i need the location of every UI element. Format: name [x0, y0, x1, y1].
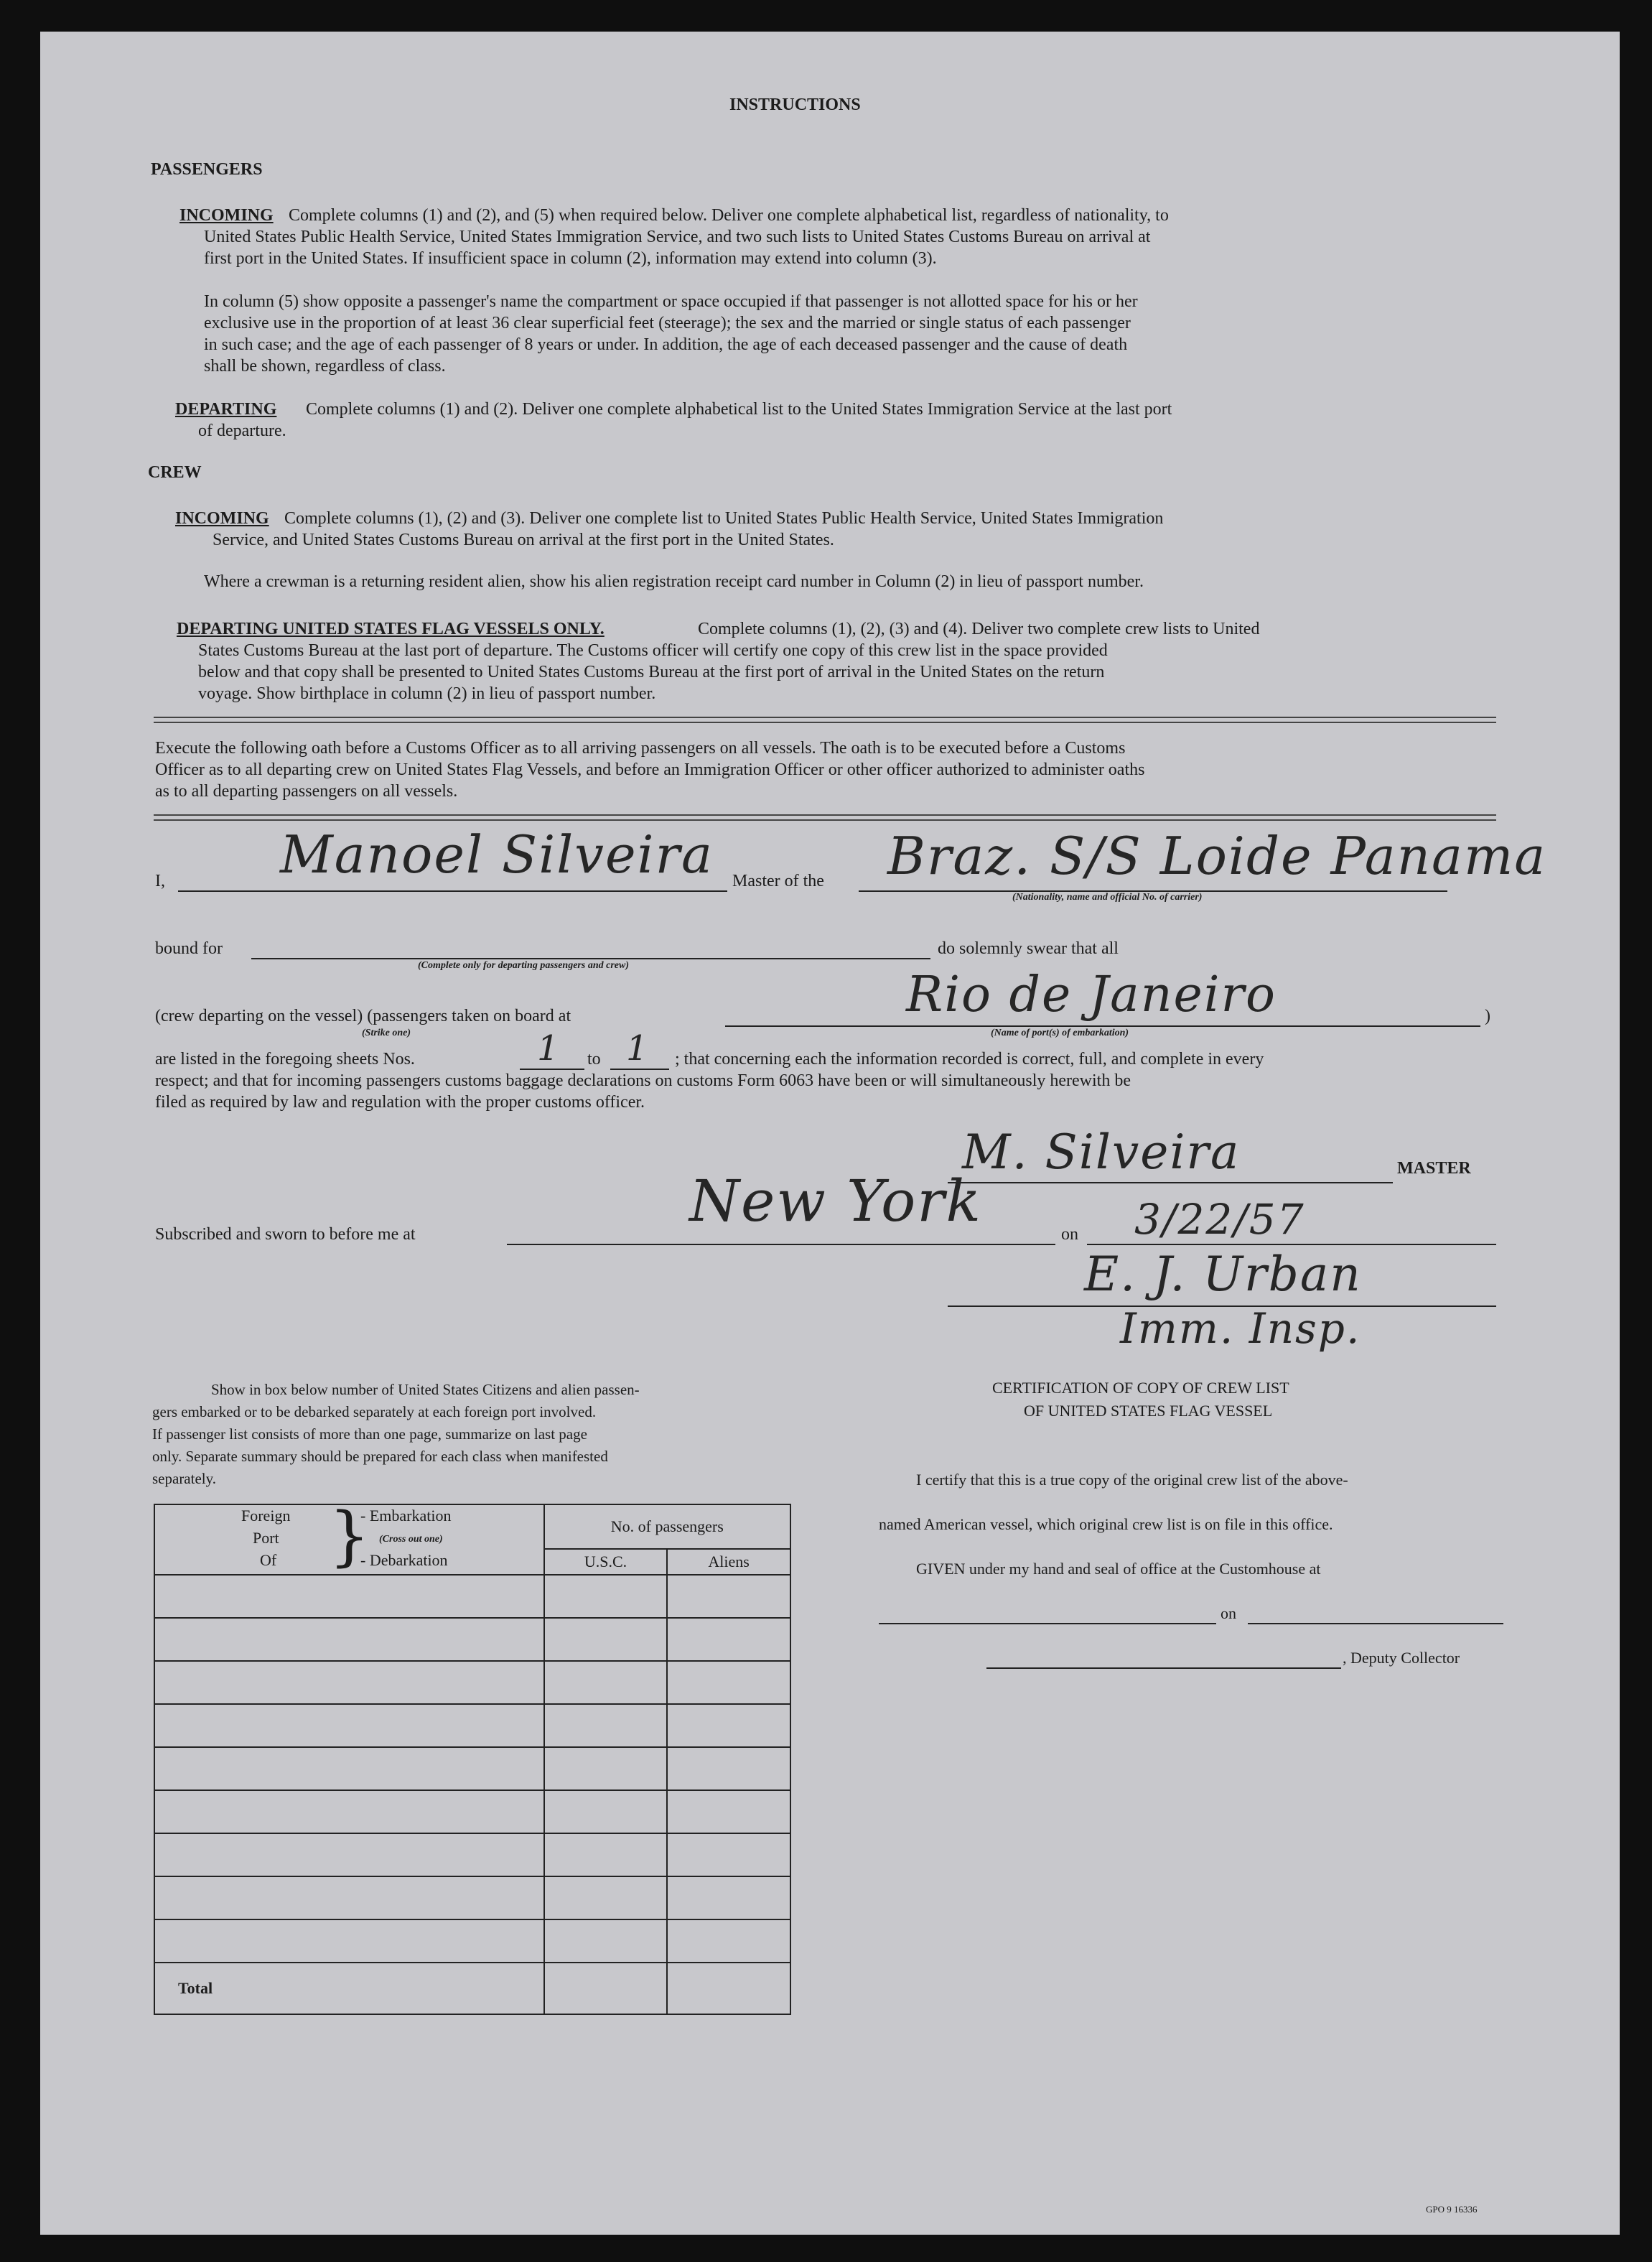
crew-departing-line: Complete columns (1), (2), (3) and (4). Deliver two complete crew lists to United	[698, 620, 1260, 638]
certification-subtitle: OF UNITED STATES FLAG VESSEL	[1024, 1402, 1273, 1420]
aliens-header: Aliens	[667, 1549, 790, 1575]
bound-for-caption: (Complete only for departing passengers and crew)	[418, 960, 629, 971]
master-name-handwritten: Manoel Silveira	[280, 824, 714, 885]
oath-line: respect; and that for incoming passengers customs baggage declarations on customs Form 6063 have been or will simultaneously herewith be	[155, 1071, 1131, 1090]
master-name-line	[178, 890, 727, 892]
sworn-date-line	[1087, 1244, 1496, 1245]
master-signature-line	[948, 1182, 1393, 1183]
certification-title: CERTIFICATION OF COPY OF CREW LIST	[992, 1379, 1289, 1397]
aliens-cell	[667, 1618, 790, 1661]
certification-line: I certify that this is a true copy of the original crew list of the above-	[916, 1471, 1348, 1489]
passenger-summary-table	[154, 1499, 791, 2015]
on-label: on	[1061, 1225, 1078, 1244]
aliens-cell	[667, 1575, 790, 1618]
strike-caption: (Strike one)	[362, 1028, 411, 1038]
close-paren: )	[1485, 1007, 1490, 1025]
deputy-signature-line	[986, 1667, 1341, 1669]
deputy-collector-label: , Deputy Collector	[1343, 1649, 1460, 1667]
sheet-to-label: to	[587, 1050, 601, 1069]
swear-text: do solemnly swear that all	[938, 939, 1119, 958]
vessel-handwritten: Braz. S/S Loide Panama	[887, 826, 1547, 886]
passengers-incoming-line: United States Public Health Service, United States Immigration Service, and two such lists to United States Customs Bureau on arrival at	[204, 228, 1151, 246]
officer-title-handwritten: Imm. Insp.	[1120, 1304, 1361, 1353]
sworn-date-handwritten: 3/22/57	[1134, 1195, 1305, 1244]
passengers-heading: PASSENGERS	[151, 160, 263, 179]
no-passengers-header: No. of passengers	[544, 1504, 790, 1549]
summary-instruction-line: only. Separate summary should be prepared for each class when manifested	[152, 1448, 608, 1465]
aliens-cell	[667, 1704, 790, 1747]
usc-cell	[544, 1618, 668, 1661]
port-line	[725, 1025, 1480, 1027]
port-cell	[154, 1919, 544, 1963]
usc-cell	[544, 1833, 668, 1876]
page-title: INSTRUCTIONS	[729, 96, 861, 114]
gpo-code: GPO 9 16336	[1426, 2204, 1478, 2215]
usc-cell	[544, 1876, 668, 1919]
master-of-label: Master of the	[732, 872, 824, 890]
usc-cell	[544, 1790, 668, 1833]
crew-resident-line: Where a crewman is a returning resident alien, show his alien registration receipt card number in Column (2) in lieu of passport number.	[204, 572, 1144, 591]
embarkation-label: - Embarkation	[360, 1507, 452, 1525]
column5-line: exclusive use in the proportion of at least 36 clear superficial feet (steerage); the sex and the married or single status of each passenger	[204, 314, 1131, 332]
usc-cell	[544, 1575, 668, 1618]
certification-line: GIVEN under my hand and seal of office at the Customhouse at	[916, 1560, 1321, 1578]
usc-cell	[544, 1704, 668, 1747]
passengers-departing-line: of departure.	[198, 422, 286, 440]
oath-line: filed as required by law and regulation with the proper customs officer.	[155, 1093, 645, 1112]
brace-icon: }	[329, 1499, 370, 1574]
usc-cell	[544, 1919, 668, 1963]
of-label: Of	[260, 1551, 277, 1569]
aliens-cell	[667, 1833, 790, 1876]
oath-intro-line: Execute the following oath before a Customs Officer as to all arriving passengers on all vessels. The oath is to be executed before a Customs	[155, 739, 1126, 758]
section-divider	[154, 814, 1496, 821]
crew-departing-line: States Customs Bureau at the last port of departure. The Customs officer will certify one copy of this crew list in the space provided	[198, 641, 1108, 660]
aliens-cell	[667, 1790, 790, 1833]
port-cell	[154, 1704, 544, 1747]
master-label: MASTER	[1397, 1159, 1471, 1178]
crew-heading: CREW	[148, 463, 202, 482]
cross-out-caption: (Cross out one)	[379, 1534, 443, 1545]
aliens-cell	[667, 1747, 790, 1790]
summary-instruction-line: separately.	[152, 1470, 217, 1487]
total-aliens-cell	[667, 1963, 790, 2014]
aliens-cell	[667, 1661, 790, 1704]
foreign-label: Foreign	[241, 1507, 291, 1525]
certification-date-line	[1248, 1623, 1503, 1624]
total-usc-cell	[544, 1963, 668, 2014]
passengers-incoming-line: Complete columns (1) and (2), and (5) when required below. Deliver one complete alphabetical list, regardless of nationality, to	[289, 206, 1169, 225]
passengers-incoming-line: first port in the United States. If insufficient space in column (2), information may extend into column (3).	[204, 249, 937, 268]
sheets-prefix: are listed in the foregoing sheets Nos.	[155, 1050, 415, 1069]
vessel-caption: (Nationality, name and official No. of carrier)	[1012, 892, 1203, 903]
summary-instruction-line: gers embarked or to be debarked separately at each foreign port involved.	[152, 1403, 597, 1420]
oath-intro-line: Officer as to all departing crew on United States Flag Vessels, and before an Immigration Officer or other officer authorized to administer oaths	[155, 760, 1145, 779]
certification-on-label: on	[1221, 1604, 1236, 1622]
foreign-port-header	[154, 1499, 544, 1575]
port-cell	[154, 1790, 544, 1833]
usc-cell	[544, 1747, 668, 1790]
crew-incoming-line: Complete columns (1), (2) and (3). Deliver one complete list to United States Public Health Service, United States Immigration	[284, 509, 1164, 528]
oath-i-label: I,	[155, 872, 165, 890]
subscribed-label: Subscribed and sworn to before me at	[155, 1225, 416, 1244]
column5-line: In column (5) show opposite a passenger's name the compartment or space occupied if that passenger is not allotted space for his or her	[204, 292, 1138, 311]
crew-passengers-text: (crew departing on the vessel) (passengers taken on board at	[155, 1007, 571, 1025]
usc-header: U.S.C.	[544, 1549, 668, 1575]
crew-departing-label: DEPARTING UNITED STATES FLAG VESSELS ONLY.	[177, 620, 605, 638]
summary-instruction-line: If passenger list consists of more than one page, summarize on last page	[152, 1425, 587, 1443]
crew-departing-line: below and that copy shall be presented to United States Customs Bureau at the first port of arrival in the United States on the return	[198, 663, 1105, 681]
crew-incoming-line: Service, and United States Customs Bureau on arrival at the first port in the United States.	[213, 531, 834, 549]
port-label: Port	[253, 1529, 279, 1547]
usc-cell	[544, 1661, 668, 1704]
passengers-departing-label: DEPARTING	[175, 400, 277, 419]
total-label: Total	[154, 1963, 544, 2014]
sheets-suffix: ; that concerning each the information recorded is correct, full, and complete in every	[675, 1050, 1264, 1069]
crew-incoming-label: INCOMING	[175, 509, 269, 528]
port-cell	[154, 1833, 544, 1876]
bound-for-line	[251, 958, 930, 959]
passengers-departing-line: Complete columns (1) and (2). Deliver one complete alphabetical list to the United States Immigration Service at the last port	[306, 400, 1172, 419]
sheet-to-handwritten: 1	[626, 1028, 650, 1069]
port-cell	[154, 1747, 544, 1790]
certification-line: named American vessel, which original crew list is on file in this office.	[879, 1515, 1333, 1533]
column5-line: shall be shown, regardless of class.	[204, 357, 446, 376]
port-cell	[154, 1661, 544, 1704]
sworn-place-handwritten: New York	[689, 1168, 982, 1234]
bound-for-label: bound for	[155, 939, 223, 958]
aliens-cell	[667, 1919, 790, 1963]
oath-intro-line: as to all departing passengers on all vessels.	[155, 782, 458, 801]
officer-signature: E. J. Urban	[1084, 1247, 1362, 1302]
port-cell	[154, 1618, 544, 1661]
column5-line: in such case; and the age of each passenger of 8 years or under. In addition, the age of each deceased passenger and the cause of death	[204, 335, 1128, 354]
section-divider	[154, 717, 1496, 723]
master-signature: M. Silveira	[962, 1125, 1241, 1180]
passengers-incoming-label: INCOMING	[179, 206, 274, 225]
port-cell	[154, 1575, 544, 1618]
port-cell	[154, 1876, 544, 1919]
customhouse-line	[879, 1623, 1216, 1624]
aliens-cell	[667, 1876, 790, 1919]
port-caption: (Name of port(s) of embarkation)	[991, 1028, 1129, 1038]
debarkation-label: - Debarkation	[360, 1551, 448, 1569]
port-handwritten: Rio de Janeiro	[906, 967, 1277, 1023]
sheet-from-handwritten: 1	[537, 1028, 561, 1069]
summary-instruction-line: Show in box below number of United States Citizens and alien passen-	[211, 1381, 640, 1398]
sworn-place-line	[507, 1244, 1055, 1245]
crew-departing-line: voyage. Show birthplace in column (2) in lieu of passport number.	[198, 684, 656, 703]
